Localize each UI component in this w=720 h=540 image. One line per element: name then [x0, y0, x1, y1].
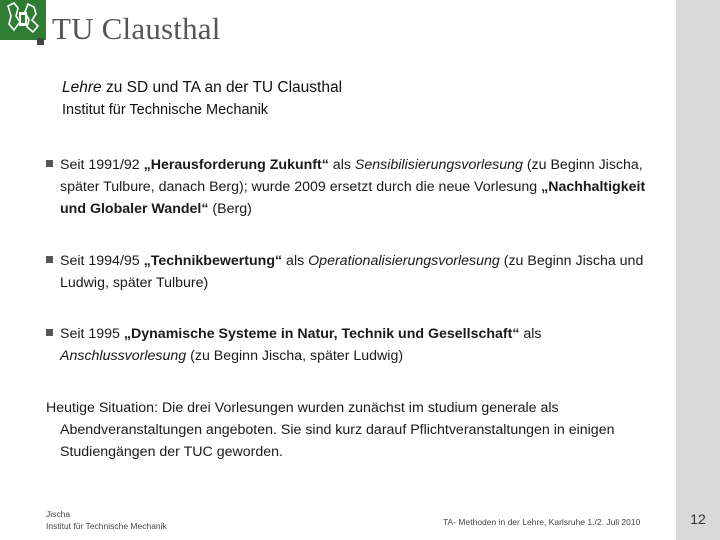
- footer-institute: Institut für Technische Mechanik: [46, 521, 167, 531]
- brand-title: TU Clausthal: [52, 11, 221, 46]
- text-run: (Berg): [208, 201, 252, 217]
- slide-title: [62, 79, 342, 97]
- bullet-text: [60, 323, 666, 367]
- lecture-title: „Nachhaltigkeit und Globaler Wandel“: [60, 179, 646, 217]
- coat-of-arms-icon: [0, 0, 46, 40]
- bullet-marker: [46, 160, 53, 167]
- lecture-title: „Herausforderung Zukunft“: [143, 157, 329, 173]
- text-run: als: [328, 157, 355, 173]
- footer-author: Jischa: [46, 509, 71, 519]
- title-italic: Lehre: [62, 79, 102, 96]
- situation-first-line: Heutige Situation: Die drei Vorlesungen wurden zunächst im studium generale als: [46, 400, 559, 416]
- tu-clausthal-logo: [0, 0, 46, 40]
- bullet-marker: [46, 329, 53, 336]
- footer-author-block: [46, 508, 167, 532]
- bullet-text: [60, 250, 666, 294]
- slide-subtitle: Institut für Technische Mechanik: [62, 102, 269, 118]
- lecture-title: „Dynamische Systeme in Natur, Technik und Gesellschaft“: [123, 326, 520, 342]
- text-run: Seit 1994/95: [60, 253, 144, 269]
- situation-continuation: Abendveranstaltungen angeboten. Sie sind kurz darauf Pflichtveranstaltungen in einigen Studiengängen der TUC geworden.: [60, 422, 615, 460]
- text-run: (zu Beginn Jischa, später Tulbure, danach Berg); wurde 2009 ersetzt durch die neue Vorlesung: [60, 157, 643, 195]
- page-number: 12: [690, 511, 706, 527]
- bullet-marker: [46, 256, 53, 263]
- footer-event: TA- Methoden in der Lehre, Karlsruhe 1./2. Juli 2010: [443, 517, 641, 527]
- right-sidebar: [676, 0, 720, 540]
- lecture-category: Anschlussvorlesung: [60, 348, 187, 364]
- text-run: als: [282, 253, 309, 269]
- lecture-title: „Technikbewertung“: [143, 253, 283, 269]
- text-run: Seit 1995: [60, 326, 124, 342]
- lecture-category: Sensibilisierungsvorlesung: [354, 157, 523, 173]
- lecture-category: Operationalisierungsvorlesung: [308, 253, 500, 269]
- bullet-1: [46, 154, 666, 220]
- title-rest: zu SD und TA an der TU Clausthal: [101, 79, 343, 96]
- text-run: (zu Beginn Jischa, später Ludwig): [186, 348, 404, 364]
- bullet-text: [60, 154, 666, 220]
- current-situation: [46, 397, 666, 463]
- text-run: Seit 1991/92: [60, 157, 144, 173]
- text-run: (zu Beginn Jischa und Ludwig, später Tulbure): [60, 253, 644, 291]
- bullet-3: [46, 323, 666, 367]
- bullet-2: [46, 250, 666, 294]
- text-run: als: [519, 326, 542, 342]
- logo-square-mark: [37, 38, 44, 45]
